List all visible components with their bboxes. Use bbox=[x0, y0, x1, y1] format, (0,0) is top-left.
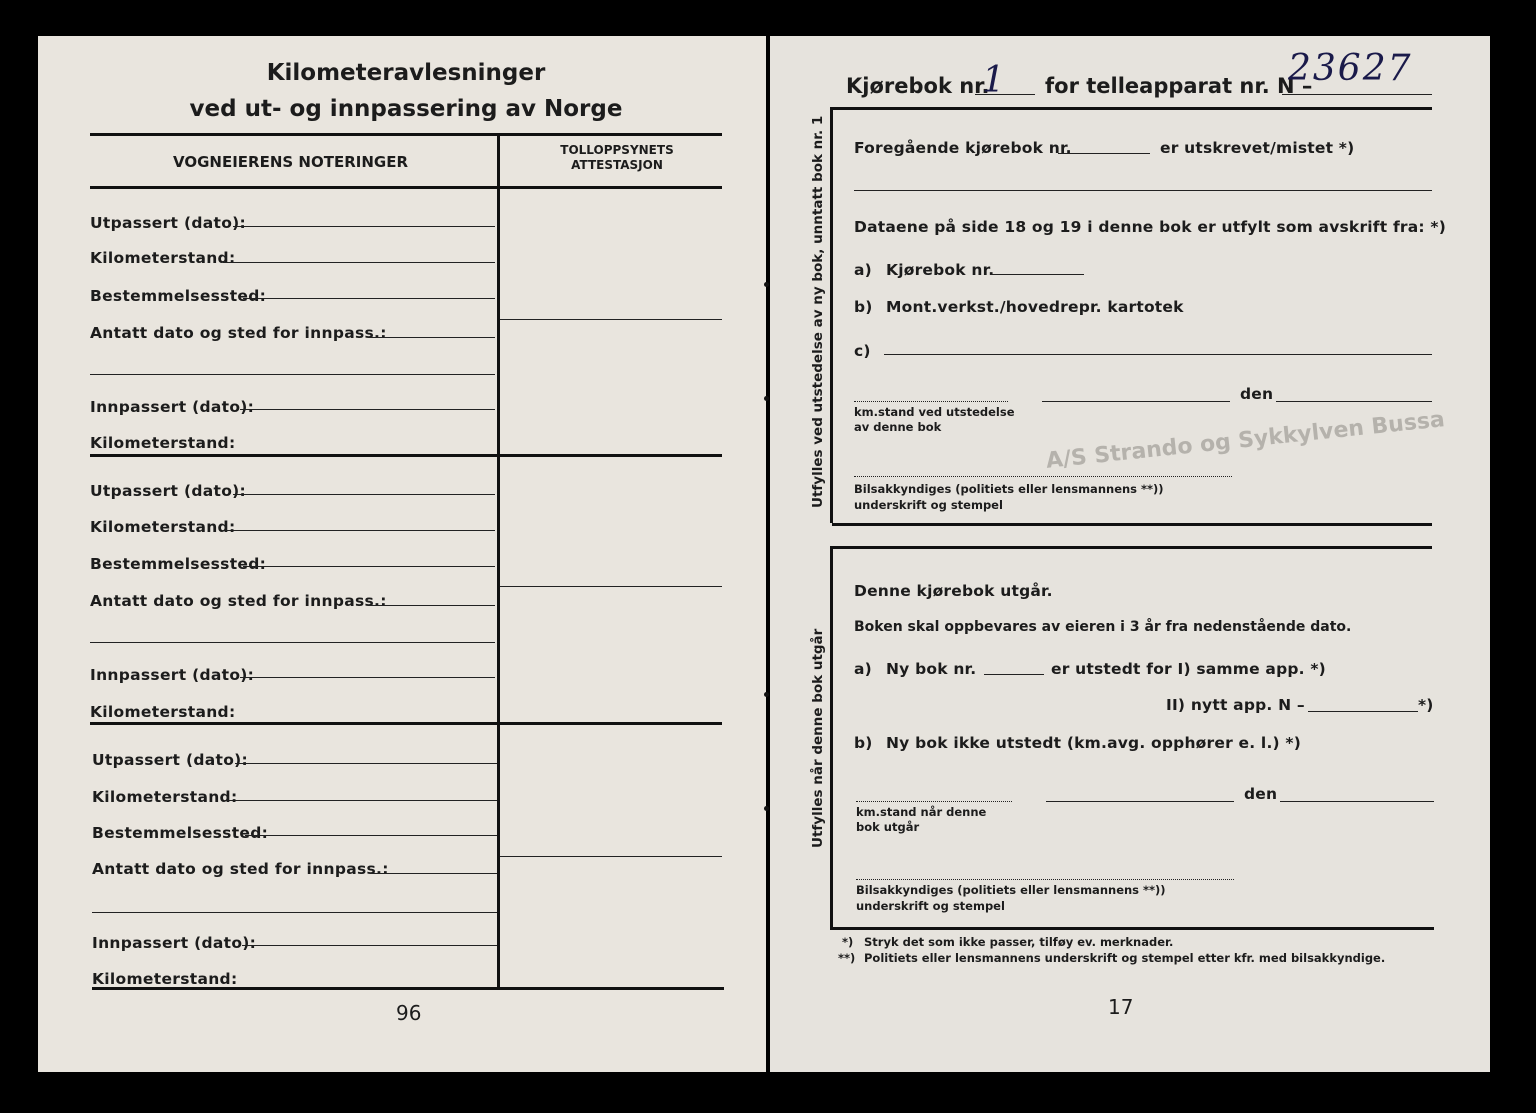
boken-skal-text: Boken skal oppbevares av eieren i 3 år fra nedenstående dato. bbox=[854, 619, 1352, 635]
kilometerstand-field[interactable] bbox=[225, 800, 497, 801]
right-page bbox=[770, 36, 1490, 1072]
utpassert-field[interactable] bbox=[233, 226, 495, 227]
utpassert-label: Utpassert (dato): bbox=[90, 482, 247, 500]
side-label-top: Utfylles ved utstedelse av ny bok, unntatt bok nr. 1 bbox=[810, 115, 826, 508]
antatt-field-line2[interactable] bbox=[90, 374, 495, 375]
kilometerstand-2-label: Kilometerstand: bbox=[92, 970, 238, 988]
antatt-label: Antatt dato og sted for innpass.: bbox=[92, 860, 389, 878]
date-2-field[interactable] bbox=[1280, 801, 1434, 802]
km-stand-1-label-a: km.stand ved utstedelse bbox=[854, 405, 1015, 419]
kilometerstand-label: Kilometerstand: bbox=[92, 788, 238, 806]
km-stand-1-label-b: av denne bok bbox=[854, 420, 942, 434]
b-text: Mont.verkst./hovedrepr. kartotek bbox=[886, 298, 1184, 316]
bestemmelsessted-label: Bestemmelsessted: bbox=[90, 287, 267, 305]
nytt-app-field[interactable] bbox=[1308, 711, 1418, 712]
den-1-label: den bbox=[1240, 385, 1274, 403]
column-divider bbox=[497, 133, 500, 989]
den-2-label: den bbox=[1244, 785, 1278, 803]
top-box-rule bbox=[832, 107, 1432, 110]
place-2-field[interactable] bbox=[1046, 801, 1234, 802]
signature-2-field[interactable] bbox=[856, 879, 1234, 880]
kilometerstand-label: Kilometerstand: bbox=[90, 518, 236, 536]
kjorebok-value: 1 bbox=[982, 60, 1005, 101]
utpassert-field[interactable] bbox=[233, 494, 495, 495]
kilometerstand-field[interactable] bbox=[223, 530, 495, 531]
a-field[interactable] bbox=[990, 274, 1084, 275]
binding-dot bbox=[764, 806, 769, 811]
innpassert-label: Innpassert (dato): bbox=[90, 666, 255, 684]
dataene-text: Dataene på side 18 og 19 i denne bok er utfylt som avskrift fra: *) bbox=[854, 218, 1446, 236]
bestemmelsessted-label: Bestemmelsessted: bbox=[90, 555, 267, 573]
bilsak-2-label-a: Bilsakkyndiges (politiets eller lensmannens **)) bbox=[856, 883, 1166, 897]
side-label-bottom: Utfylles når denne bok utgår bbox=[810, 628, 826, 848]
left-title-line2: ved ut- og innpassering av Norge bbox=[189, 96, 623, 122]
footnote-2-mark: **) bbox=[838, 951, 856, 965]
innpassert-field[interactable] bbox=[240, 677, 495, 678]
block-2-rule bbox=[90, 722, 722, 725]
utpassert-label: Utpassert (dato): bbox=[90, 214, 247, 232]
km-stand-1-field[interactable] bbox=[854, 401, 1008, 402]
attest-line[interactable] bbox=[500, 586, 722, 587]
ny-bok-field[interactable] bbox=[984, 674, 1044, 675]
km-stand-2-label-b: bok utgår bbox=[856, 820, 920, 834]
innpassert-label: Innpassert (dato): bbox=[92, 934, 257, 952]
denne-utgar-text: Denne kjørebok utgår. bbox=[854, 582, 1053, 600]
telle-value: 23627 bbox=[1288, 48, 1413, 89]
attest-line[interactable] bbox=[500, 856, 722, 857]
left-title-line1: Kilometeravlesninger bbox=[266, 60, 546, 86]
b-label: b) bbox=[854, 298, 873, 316]
left-page bbox=[38, 36, 766, 1072]
bilsak-1-label-b: underskrift og stempel bbox=[854, 498, 1003, 512]
signature-1-field[interactable] bbox=[854, 476, 1232, 477]
na-label: a) bbox=[854, 660, 872, 678]
attest-line[interactable] bbox=[500, 319, 722, 320]
footnote-2: Politiets eller lensmannens underskrift og stempel etter kfr. med bilsakkyndige. bbox=[864, 951, 1386, 965]
bilsak-2-label-b: underskrift og stempel bbox=[856, 899, 1005, 913]
kilometerstand-field[interactable] bbox=[223, 262, 495, 263]
bestemmelsessted-field[interactable] bbox=[243, 298, 495, 299]
kilometerstand-2-label: Kilometerstand: bbox=[90, 703, 236, 721]
nb-text: Ny bok ikke utstedt (km.avg. opphører e. l.) *) bbox=[886, 734, 1301, 752]
page-number-right: 17 bbox=[1108, 995, 1134, 1019]
c-field[interactable] bbox=[884, 354, 1432, 355]
utpassert-label: Utpassert (dato): bbox=[92, 751, 249, 769]
col-owner-header: VOGNEIERENS NOTERINGER bbox=[173, 153, 408, 171]
bottom-box-bottom bbox=[832, 927, 1434, 930]
antatt-label: Antatt dato og sted for innpass.: bbox=[90, 324, 387, 342]
kjorebok-label: Kjørebok nr. bbox=[846, 74, 990, 98]
kilometerstand-label: Kilometerstand: bbox=[90, 249, 236, 267]
stamp-mark: A/S Strando og Sykkylven Bussa bbox=[1044, 407, 1446, 474]
footnote-1: Stryk det som ikke passer, tilføy ev. merknader. bbox=[864, 935, 1174, 949]
antatt-field-line2[interactable] bbox=[92, 912, 497, 913]
bestemmelsessted-field[interactable] bbox=[243, 566, 495, 567]
bottom-box-left bbox=[830, 546, 833, 930]
binding-dot bbox=[764, 396, 769, 401]
innpassert-label: Innpassert (dato): bbox=[90, 398, 255, 416]
telle-label: for telleapparat nr. N – bbox=[1045, 74, 1313, 98]
km-stand-2-label-a: km.stand når denne bbox=[856, 805, 987, 819]
utpassert-field[interactable] bbox=[235, 763, 497, 764]
place-1-field[interactable] bbox=[1042, 401, 1230, 402]
antatt-field[interactable] bbox=[368, 605, 495, 606]
nb-label: b) bbox=[854, 734, 873, 752]
innpassert-field[interactable] bbox=[240, 409, 495, 410]
foregaende-label: Foregående kjørebok nr. bbox=[854, 139, 1072, 157]
block-1-rule bbox=[90, 454, 722, 457]
antatt-field-line2[interactable] bbox=[90, 642, 495, 643]
page-number-left: 96 bbox=[396, 1001, 422, 1025]
foregaende-line2[interactable] bbox=[854, 190, 1432, 191]
a-text: Kjørebok nr. bbox=[886, 261, 995, 279]
antatt-label: Antatt dato og sted for innpass.: bbox=[90, 592, 387, 610]
top-box-left bbox=[830, 107, 833, 523]
antatt-field[interactable] bbox=[370, 873, 497, 874]
date-1-field[interactable] bbox=[1276, 401, 1432, 402]
foregaende-field[interactable] bbox=[1058, 153, 1150, 154]
innpassert-field[interactable] bbox=[242, 945, 497, 946]
footnote-1-mark: *) bbox=[842, 935, 854, 949]
km-stand-2-field[interactable] bbox=[856, 801, 1012, 802]
telle-field[interactable] bbox=[1282, 94, 1432, 95]
header-top-rule bbox=[90, 133, 722, 136]
c-label: c) bbox=[854, 342, 871, 360]
na-text2: er utstedt for I) samme app. *) bbox=[1051, 660, 1326, 678]
bilsak-1-label-a: Bilsakkyndiges (politiets eller lensmannens **)) bbox=[854, 482, 1164, 496]
bottom-box-rule bbox=[832, 546, 1432, 549]
a-label: a) bbox=[854, 261, 872, 279]
nytt-app-label: II) nytt app. N – bbox=[1166, 696, 1305, 714]
col-customs-header-2: ATTESTASJON bbox=[571, 158, 663, 172]
na-text: Ny bok nr. bbox=[886, 660, 977, 678]
binding-dot bbox=[764, 692, 769, 697]
antatt-field[interactable] bbox=[368, 337, 495, 338]
kilometerstand-2-label: Kilometerstand: bbox=[90, 434, 236, 452]
utskrevet-label: er utskrevet/mistet *) bbox=[1160, 139, 1355, 157]
bestemmelsessted-field[interactable] bbox=[245, 835, 497, 836]
col-customs-header-1: TOLLOPPSYNETS bbox=[560, 143, 674, 157]
header-bottom-rule bbox=[90, 186, 722, 189]
binding-dot bbox=[764, 282, 769, 287]
nytt-app-end: *) bbox=[1418, 696, 1434, 714]
block-3-rule bbox=[92, 987, 724, 990]
top-box-bottom bbox=[832, 523, 1432, 526]
bestemmelsessted-label: Bestemmelsessted: bbox=[92, 824, 269, 842]
